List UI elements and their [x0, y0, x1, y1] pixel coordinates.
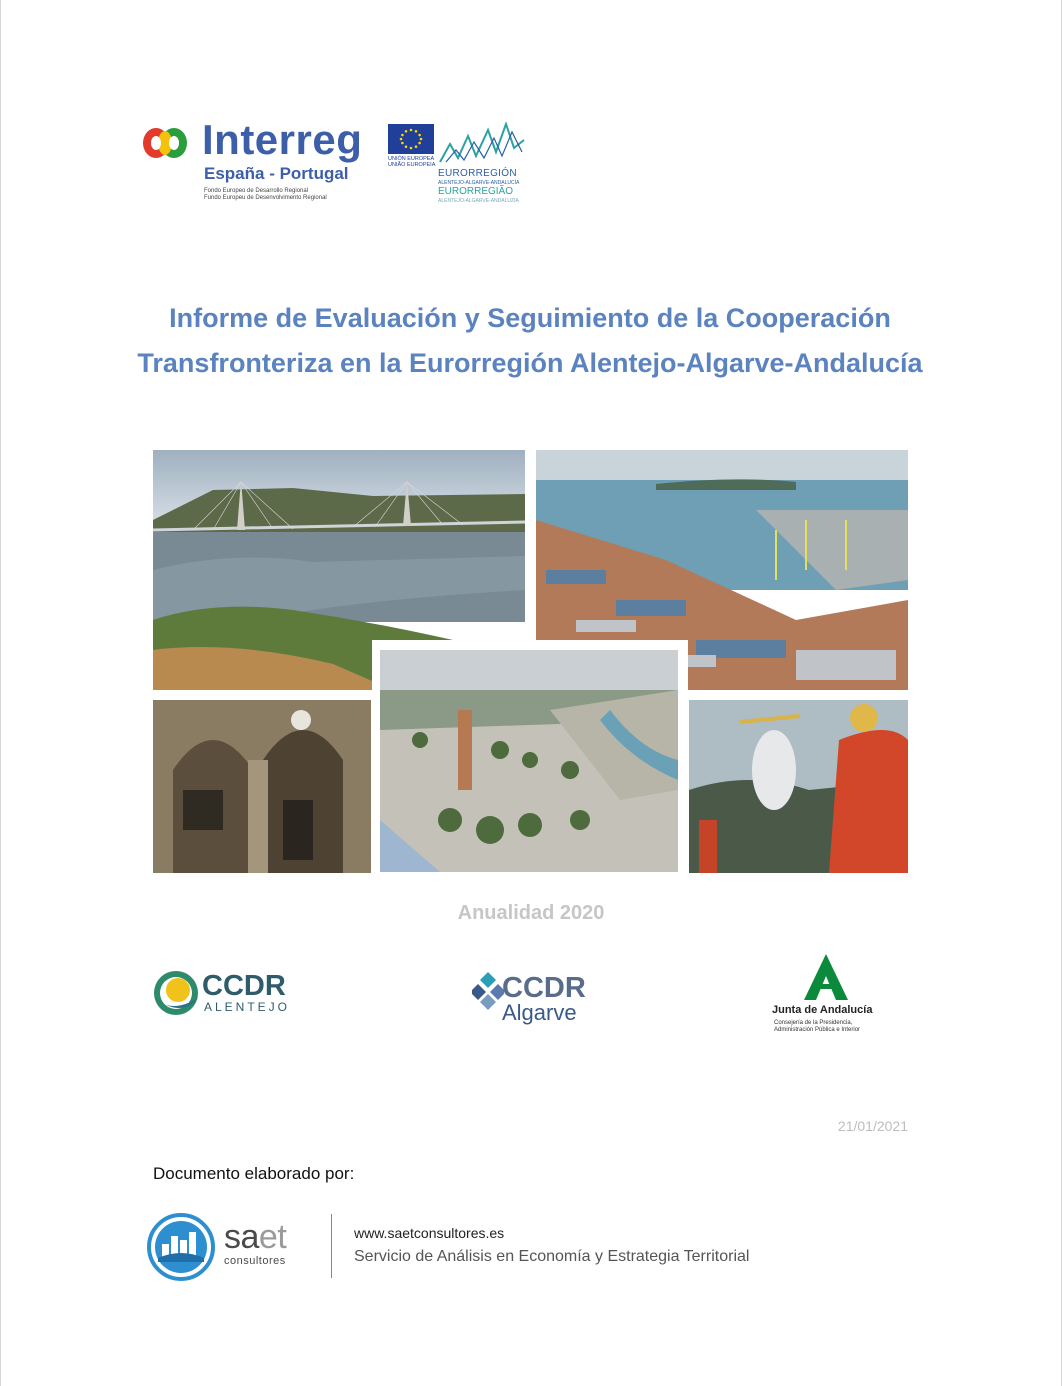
interreg-wordmark: Interreg [202, 116, 363, 163]
euroregion-logo [436, 122, 532, 206]
ccdr-algarve-logo [472, 968, 602, 1030]
eu-line-es: UNIÓN EUROPEA [388, 156, 435, 162]
fund-line-pt: Fundo Europeu de Desenvolvimento Regional [204, 195, 327, 201]
annuality-label: Anualidad 2020 [457, 902, 605, 924]
document-date: 21/01/2021 [837, 1118, 908, 1134]
junta-andalucia-logo [770, 954, 880, 1040]
junta-andalucia-name: Junta de Andalucía [772, 1004, 873, 1016]
saet-wordmark-b: et [258, 1218, 287, 1256]
photo-church-ruins [153, 700, 371, 873]
eu-text [388, 156, 434, 168]
interreg-logo [142, 116, 382, 206]
euroregion-sub-es: ALENTEJO-ALGARVE-ANDALUCÍA [438, 180, 520, 186]
euroregion-name-es: EURORREGIÓN [438, 168, 517, 179]
junta-dept-line-2: Administración Pública e Interior [774, 1027, 861, 1033]
document-title: Informe de Evaluación y Seguimiento de la Cooperación Transfronteriza en la Eurorregión Alentejo-Algarve-Andalucía [137, 303, 923, 378]
eu-line-pt: UNIÃO EUROPEIA [388, 162, 436, 168]
ccdr-alentejo-name: CCDR [202, 970, 286, 1002]
junta-andalucia-department [774, 1020, 860, 1034]
ccdr-algarve-region: Algarve [502, 1000, 577, 1025]
fund-line-es: Fondo Europeo de Desarrollo Regional [204, 188, 309, 194]
saet-subtitle: consultores [224, 1255, 286, 1267]
saet-logo-icon [146, 1212, 216, 1282]
ccdr-algarve-mark-icon [472, 970, 504, 1010]
interreg-fund-text [204, 188, 394, 202]
prepared-by-label: Documento elaborado por: [153, 1164, 355, 1183]
euroregion-mark-icon [436, 122, 532, 168]
euroregion-sub-pt: ALENTEJO-ALGARVE-ANDALUZIA [438, 198, 519, 204]
eu-flag-icon [388, 124, 434, 154]
ccdr-alentejo-mark-icon [152, 968, 200, 1018]
saet-website-link[interactable]: www.saetconsultores.es [354, 1225, 505, 1241]
eu-logo [388, 124, 434, 170]
saet-wordmark-a: sa [224, 1218, 259, 1256]
ccdr-algarve-name: CCDR [502, 972, 586, 1004]
saet-description: Servicio de Análisis en Economía y Estrategia Territorial [354, 1248, 750, 1265]
saet-divider [331, 1214, 332, 1278]
saet-wordmark [224, 1218, 286, 1257]
junta-dept-line-1: Consejería de la Presidencia, [774, 1020, 853, 1026]
ccdr-alentejo-region: ALENTEJO [204, 1000, 291, 1014]
junta-andalucia-mark-icon [804, 954, 848, 1000]
interreg-mark-icon [142, 126, 188, 160]
photo-city-aerial [372, 640, 688, 878]
page-border-left [0, 0, 1, 1386]
photo-firefighter [689, 700, 908, 873]
interreg-programme: España - Portugal [204, 164, 349, 183]
euroregion-name-pt: EURORREGIÃO [438, 186, 514, 197]
ccdr-alentejo-logo [152, 968, 292, 1020]
